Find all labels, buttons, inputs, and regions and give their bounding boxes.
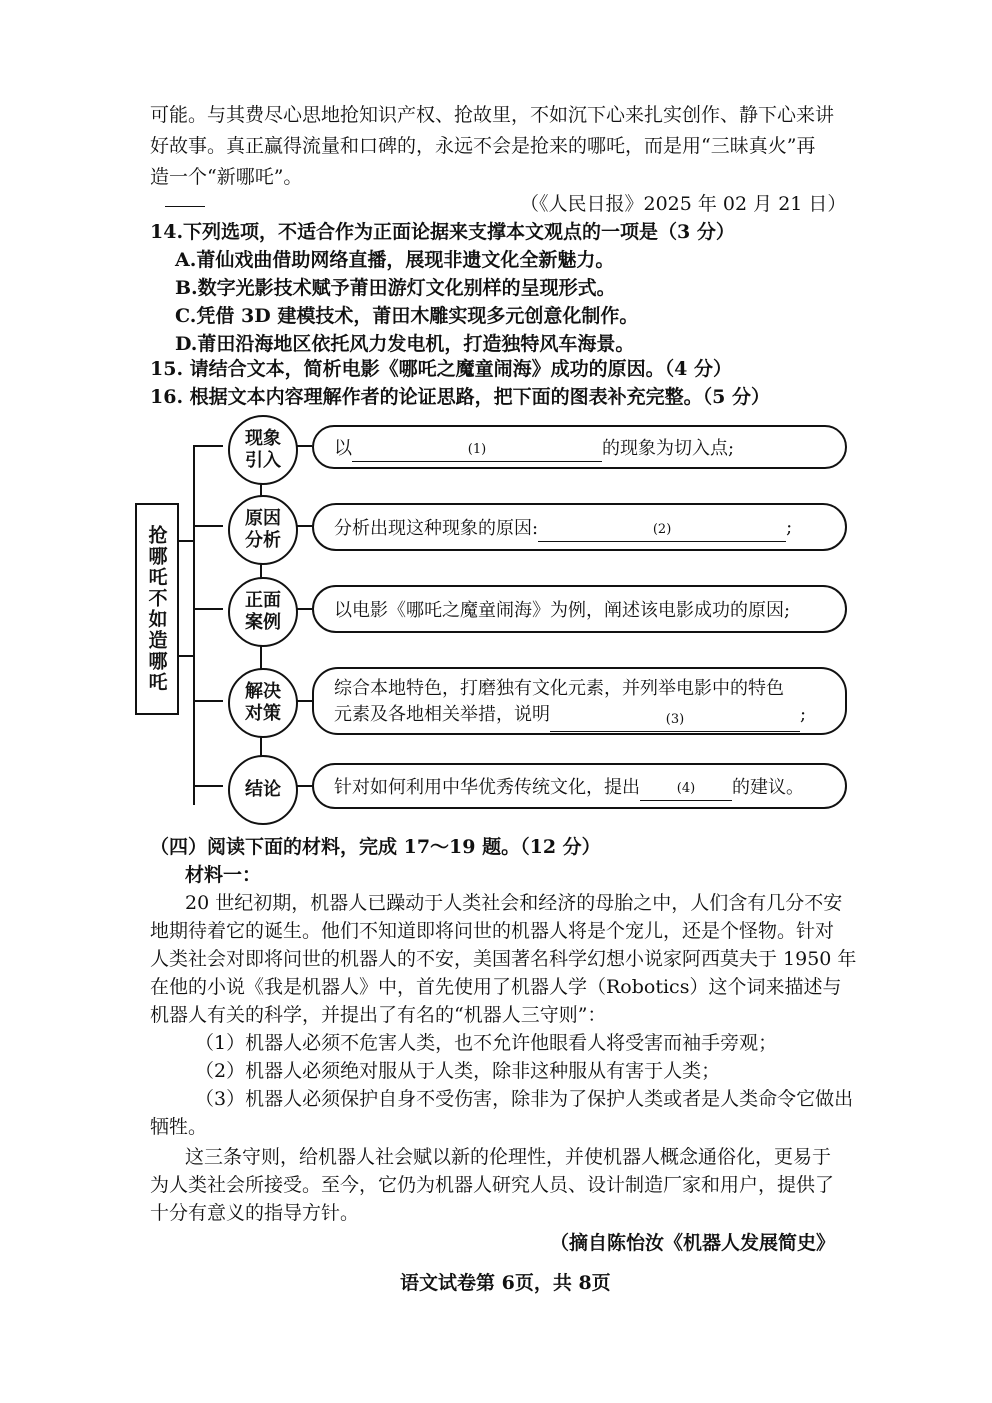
- q14-option-d: D.莆田沿海地区依托风力发电机，打造独特风车海景。: [175, 333, 635, 355]
- material-label: 材料一：: [185, 864, 262, 886]
- flow-circle-5: 结论: [228, 755, 298, 825]
- section4-heading: （四）阅读下面的材料，完成 17～19 题。（12 分）: [150, 836, 601, 858]
- flow-box-4-pre: 综合本地特色，打磨独有文化元素，并列举电影中的特色: [334, 677, 784, 699]
- flow-h-3: [193, 608, 223, 610]
- flow-circle-1: 现象 引入: [228, 415, 298, 485]
- flow-box-2-post: ;: [786, 516, 793, 538]
- flow-box-1-pre: 以: [334, 438, 352, 459]
- q14-option-b: B.数字光影技术赋予莆田游灯文化别样的呈现形式。: [175, 277, 616, 299]
- rule-3-cont: 牺牲。: [150, 1116, 208, 1138]
- flow-h-1: [193, 445, 223, 447]
- flow-vertical-connector: [193, 445, 195, 805]
- flow-box-5-post: 的建议。: [732, 777, 804, 798]
- flow-circle-3: 正面 案例: [228, 577, 298, 647]
- flow-circle-2: 原因 分析: [228, 495, 298, 565]
- rule-3: （3）机器人必须保护自身不受伤害，除非为了保护人类或者是人类命令它做出: [195, 1088, 854, 1110]
- flow-side-label: 抢哪吒不如造哪吒: [135, 503, 179, 715]
- flow-box-5-pre: 针对如何利用中华优秀传统文化，提出: [334, 777, 640, 798]
- flow-box-4-pre2: 元素及各地相关举措，说明: [334, 703, 550, 725]
- flow-circle-4: 解决 对策: [228, 668, 298, 738]
- para1-line-5: 机器人有关的科学，并提出了有名的“机器人三守则”：: [150, 1004, 607, 1026]
- flow-box-4: [312, 667, 847, 735]
- flow-box-2-pre: 分析出现这种现象的原因:: [334, 518, 539, 539]
- para1-line-1: 20 世纪初期，机器人已躁动于人类社会和经济的母胎之中，人们含有几分不安: [185, 892, 843, 914]
- material-source: （摘自陈怡汝《机器人发展简史》: [550, 1232, 836, 1254]
- flow-box-1: [312, 425, 847, 469]
- passage-line-2: 好故事。真正赢得流量和口碑的，永远不会是抢来的哪吒，而是用“三昧真火”再: [150, 135, 816, 157]
- q14-option-a: A.莆仙戏曲借助网络直播，展现非遗文化全新魅力。: [175, 249, 615, 271]
- flow-h-2: [193, 525, 223, 527]
- flow-h-4: [193, 700, 223, 702]
- argument-flowchart: [125, 415, 865, 815]
- rule-1: （1）机器人必须不危害人类，也不允许他眼看人将受害而袖手旁观；: [195, 1032, 778, 1054]
- answer-blank-line: [165, 206, 205, 207]
- passage-source: （《人民日报》2025 年 02 月 21 日）: [520, 193, 847, 215]
- q16-stem: 16. 根据文本内容理解作者的论证思路，把下面的图表补充完整。（5 分）: [150, 386, 771, 408]
- para1-line-3: 人类社会对即将问世的机器人的不安，美国著名科学幻想小说家阿西莫夫于 1950 年: [150, 948, 857, 970]
- para1-line-4: 在他的小说《我是机器人》中，首先使用了机器人学（Robotics）这个词来描述与: [150, 976, 842, 998]
- rule-2: （2）机器人必须绝对服从于人类，除非这种服从有害于人类；: [195, 1060, 721, 1082]
- flow-blank-1[interactable]: (1): [352, 439, 602, 462]
- para2-line-3: 十分有意义的指导方针。: [150, 1202, 360, 1224]
- flow-box-3: [312, 585, 847, 633]
- passage-line-3: 造一个“新哪吒”。: [150, 166, 303, 188]
- flow-box-2: [312, 503, 847, 551]
- para2-line-2: 为人类社会所接受。至今，它仍为机器人研究人员、设计制造厂家和用户，提供了: [150, 1174, 835, 1196]
- page-footer: 语文试卷第 6页，共 8页: [400, 1272, 611, 1294]
- q15-stem: 15. 请结合文本，简析电影《哪吒之魔童闹海》成功的原因。（4 分）: [150, 358, 733, 380]
- passage-line-1: 可能。与其费尽心思地抢知识产权、抢故里，不如沉下心来扎实创作、静下心来讲: [150, 104, 835, 126]
- flow-box-4-post: ;: [800, 703, 807, 725]
- para1-line-2: 地期待着它的诞生。他们不知道即将问世的机器人将是个宠儿，还是个怪物。针对: [150, 920, 835, 942]
- flow-blank-4[interactable]: (4): [640, 778, 732, 801]
- flow-h-5: [193, 785, 223, 787]
- flow-box-3-text: 以电影《哪吒之魔童闹海》为例，阐述该电影成功的原因;: [334, 600, 791, 621]
- flow-box-5: [312, 763, 847, 809]
- q14-option-c: C.凭借 3D 建模技术，莆田木雕实现多元创意化制作。: [175, 305, 639, 327]
- flow-box-1-post: 的现象为切入点;: [602, 438, 735, 459]
- para2-line-1: 这三条守则，给机器人社会赋以新的伦理性，并使机器人概念通俗化，更易于: [185, 1146, 832, 1168]
- q14-stem: 14.下列选项，不适合作为正面论据来支撑本文观点的一项是（3 分）: [150, 221, 735, 243]
- flow-blank-2[interactable]: (2): [538, 519, 786, 542]
- flow-blank-3[interactable]: (3): [550, 709, 800, 732]
